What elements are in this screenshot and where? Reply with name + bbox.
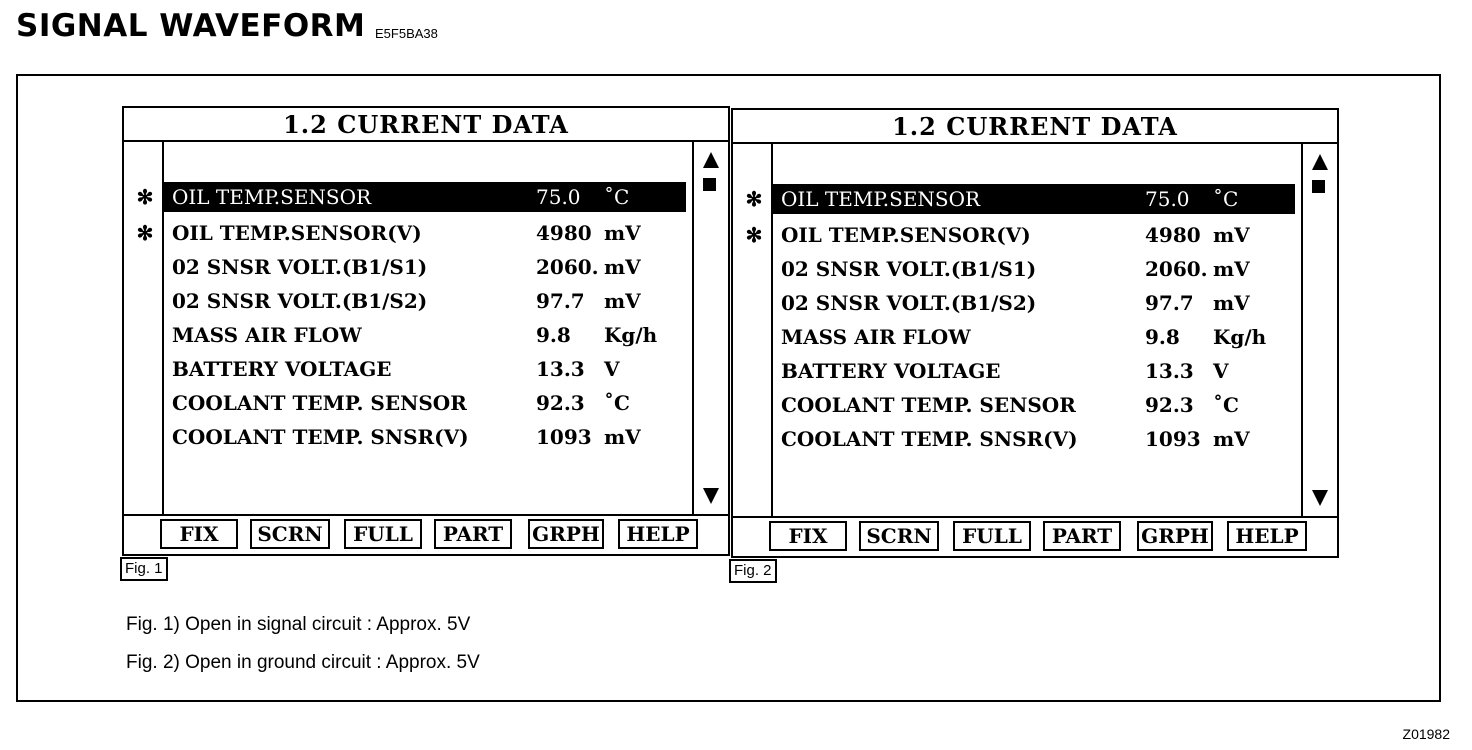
data-row[interactable] — [733, 322, 1299, 352]
data-row[interactable] — [733, 424, 1299, 454]
parameter-name: 02 SNSR VOLT.(B1/S2) — [781, 291, 1037, 315]
caption-fig-2: Fig. 2) Open in ground circuit : Approx. 5V — [126, 652, 480, 673]
parameter-name: COOLANT TEMP. SNSR(V) — [781, 427, 1078, 451]
data-row[interactable] — [124, 252, 690, 282]
function-key-bar — [733, 518, 1337, 558]
selected-marker-icon: ✻ — [136, 185, 154, 209]
caption-fig-1: Fig. 1) Open in signal circuit : Approx. 5V — [126, 614, 471, 635]
parameter-unit: mV — [1213, 257, 1250, 281]
parameter-unit: ˚C — [1213, 393, 1239, 417]
scroll-down-icon[interactable] — [1312, 490, 1328, 506]
parameter-value: 4980 — [536, 221, 592, 245]
scrollbar-divider — [1301, 144, 1303, 516]
current-data-screen — [122, 106, 730, 556]
parameter-unit: mV — [604, 289, 641, 313]
parameter-value: 92.3 — [1145, 393, 1194, 417]
data-row[interactable] — [124, 218, 690, 248]
data-row[interactable] — [124, 320, 690, 350]
function-key-help-button[interactable]: HELP — [1227, 521, 1307, 551]
parameter-name: OIL TEMP.SENSOR(V) — [172, 221, 422, 245]
data-row[interactable] — [733, 288, 1299, 318]
data-row[interactable] — [733, 254, 1299, 284]
function-key-fix-button[interactable]: FIX — [160, 519, 238, 549]
parameter-value: 97.7 — [1145, 291, 1194, 315]
function-key-bar — [124, 516, 728, 556]
parameter-name: 02 SNSR VOLT.(B1/S1) — [781, 257, 1037, 281]
page-title: SIGNAL WAVEFORM — [16, 8, 366, 44]
figure-label: Fig. 2 — [729, 559, 777, 583]
parameter-name: COOLANT TEMP. SNSR(V) — [172, 425, 469, 449]
parameter-unit: mV — [604, 425, 641, 449]
parameter-value: 2060. — [536, 255, 599, 279]
data-row[interactable] — [124, 182, 690, 212]
parameter-value: 4980 — [1145, 223, 1201, 247]
function-key-scrn-button[interactable]: SCRN — [250, 519, 330, 549]
data-row[interactable] — [733, 356, 1299, 386]
current-data-screen — [731, 108, 1339, 558]
parameter-name: BATTERY VOLTAGE — [781, 359, 1001, 383]
parameter-unit: Kg/h — [1213, 325, 1267, 349]
parameter-unit: mV — [604, 255, 641, 279]
function-key-scrn-button[interactable]: SCRN — [859, 521, 939, 551]
screen-title: 1.2 CURRENT DATA — [733, 110, 1337, 144]
data-row[interactable] — [124, 286, 690, 316]
scrollbar-divider — [692, 142, 694, 514]
figure-label: Fig. 1 — [120, 557, 168, 581]
scroll-down-icon[interactable] — [703, 488, 719, 504]
function-key-full-button[interactable]: FULL — [953, 521, 1031, 551]
figure-reference: Z01982 — [1402, 726, 1450, 742]
parameter-unit: mV — [1213, 291, 1250, 315]
parameter-unit: ˚C — [1213, 187, 1239, 211]
data-row[interactable] — [733, 220, 1299, 250]
function-key-grph-button[interactable]: GRPH — [1137, 521, 1213, 551]
function-key-grph-button[interactable]: GRPH — [528, 519, 604, 549]
parameter-unit: mV — [604, 221, 641, 245]
parameter-value: 13.3 — [1145, 359, 1194, 383]
parameter-value: 1093 — [1145, 427, 1201, 451]
data-row[interactable] — [124, 388, 690, 418]
parameter-name: 02 SNSR VOLT.(B1/S1) — [172, 255, 428, 279]
parameter-name: BATTERY VOLTAGE — [172, 357, 392, 381]
selected-marker-icon: ✻ — [136, 221, 154, 245]
data-row[interactable] — [124, 354, 690, 384]
parameter-value: 97.7 — [536, 289, 585, 313]
parameter-value: 9.8 — [536, 323, 571, 347]
parameter-unit: ˚C — [604, 391, 630, 415]
function-key-help-button[interactable]: HELP — [618, 519, 698, 549]
parameter-value: 2060. — [1145, 257, 1208, 281]
scroll-up-icon[interactable] — [703, 152, 719, 168]
selected-marker-icon: ✻ — [745, 223, 763, 247]
function-key-full-button[interactable]: FULL — [344, 519, 422, 549]
parameter-unit: V — [604, 357, 620, 381]
screen-title: 1.2 CURRENT DATA — [124, 108, 728, 142]
parameter-unit: mV — [1213, 427, 1250, 451]
data-row[interactable] — [124, 422, 690, 452]
parameter-unit: Kg/h — [604, 323, 658, 347]
parameter-unit: V — [1213, 359, 1229, 383]
document-code: E5F5BA38 — [375, 26, 438, 41]
parameter-value: 75.0 — [536, 185, 581, 209]
parameter-name: MASS AIR FLOW — [172, 323, 362, 347]
parameter-name: OIL TEMP.SENSOR(V) — [781, 223, 1031, 247]
function-key-fix-button[interactable]: FIX — [769, 521, 847, 551]
parameter-value: 13.3 — [536, 357, 585, 381]
scroll-up-icon[interactable] — [1312, 154, 1328, 170]
parameter-name: COOLANT TEMP. SENSOR — [781, 393, 1076, 417]
scroll-thumb[interactable] — [703, 178, 716, 191]
parameter-value: 1093 — [536, 425, 592, 449]
parameter-value: 92.3 — [536, 391, 585, 415]
parameter-name: 02 SNSR VOLT.(B1/S2) — [172, 289, 428, 313]
parameter-unit: ˚C — [604, 185, 630, 209]
selected-marker-icon: ✻ — [745, 187, 763, 211]
parameter-name: COOLANT TEMP. SENSOR — [172, 391, 467, 415]
parameter-name: OIL TEMP.SENSOR — [172, 185, 372, 209]
function-key-part-button[interactable]: PART — [1043, 521, 1121, 551]
parameter-name: MASS AIR FLOW — [781, 325, 971, 349]
data-list — [124, 142, 728, 516]
data-row[interactable] — [733, 184, 1299, 214]
parameter-value: 9.8 — [1145, 325, 1180, 349]
function-key-part-button[interactable]: PART — [434, 519, 512, 549]
parameter-name: OIL TEMP.SENSOR — [781, 187, 981, 211]
data-list — [733, 144, 1337, 518]
parameter-unit: mV — [1213, 223, 1250, 247]
parameter-value: 75.0 — [1145, 187, 1190, 211]
scroll-thumb[interactable] — [1312, 180, 1325, 193]
data-row[interactable] — [733, 390, 1299, 420]
